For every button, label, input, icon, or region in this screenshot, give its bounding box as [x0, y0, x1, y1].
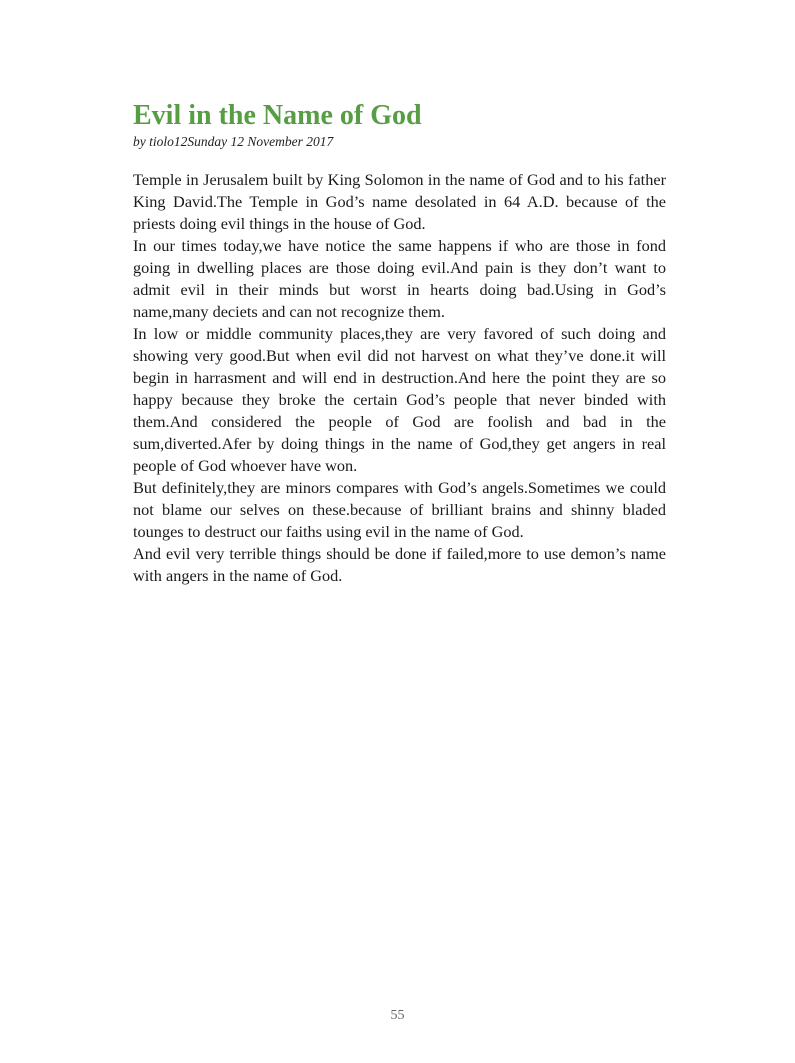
page-number: 55: [390, 1008, 405, 1023]
paragraph: But definitely,they are minors compares with God’s angels.Sometimes we could not blame our selves on these.because of brilliant brains and shinny bladed tounges to destruct our faiths using evil in the name of God.: [133, 478, 666, 541]
paragraph: In our times today,we have notice the same happens if who are those in fond going in dwelling places are those doing evil.And pain is they don’t want to admit evil in their minds but worst in hearts doing bad.Using in God’s name,many deciets and can not recognize them.: [133, 236, 666, 321]
paragraph: And evil very terrible things should be done if failed,more to use demon’s name with angers in the name of God.: [133, 544, 666, 585]
article-byline: by tiolo12Sunday 12 November 2017: [133, 134, 334, 149]
article-content: [133, 101, 666, 587]
paragraph: Temple in Jerusalem built by King Solomon in the name of God and to his father King David.The Temple in God’s name desolated in 64 A.D. because of the priests doing evil things in the house of God.: [133, 170, 666, 233]
article-body: [133, 169, 666, 587]
paragraph: In low or middle community places,they are very favored of such doing and showing very good.But when evil did not harvest on what they’ve done.it will begin in harrasment and will end in destruction.And here the point they are so happy because they broke the certain God’s people that never binded with them.And considered the people of God are foolish and bad in the sum,diverted.Afer by doing things in the name of God,they get angers in real people of God whoever have won.: [133, 324, 666, 475]
article-title: Evil in the Name of God: [133, 100, 422, 131]
